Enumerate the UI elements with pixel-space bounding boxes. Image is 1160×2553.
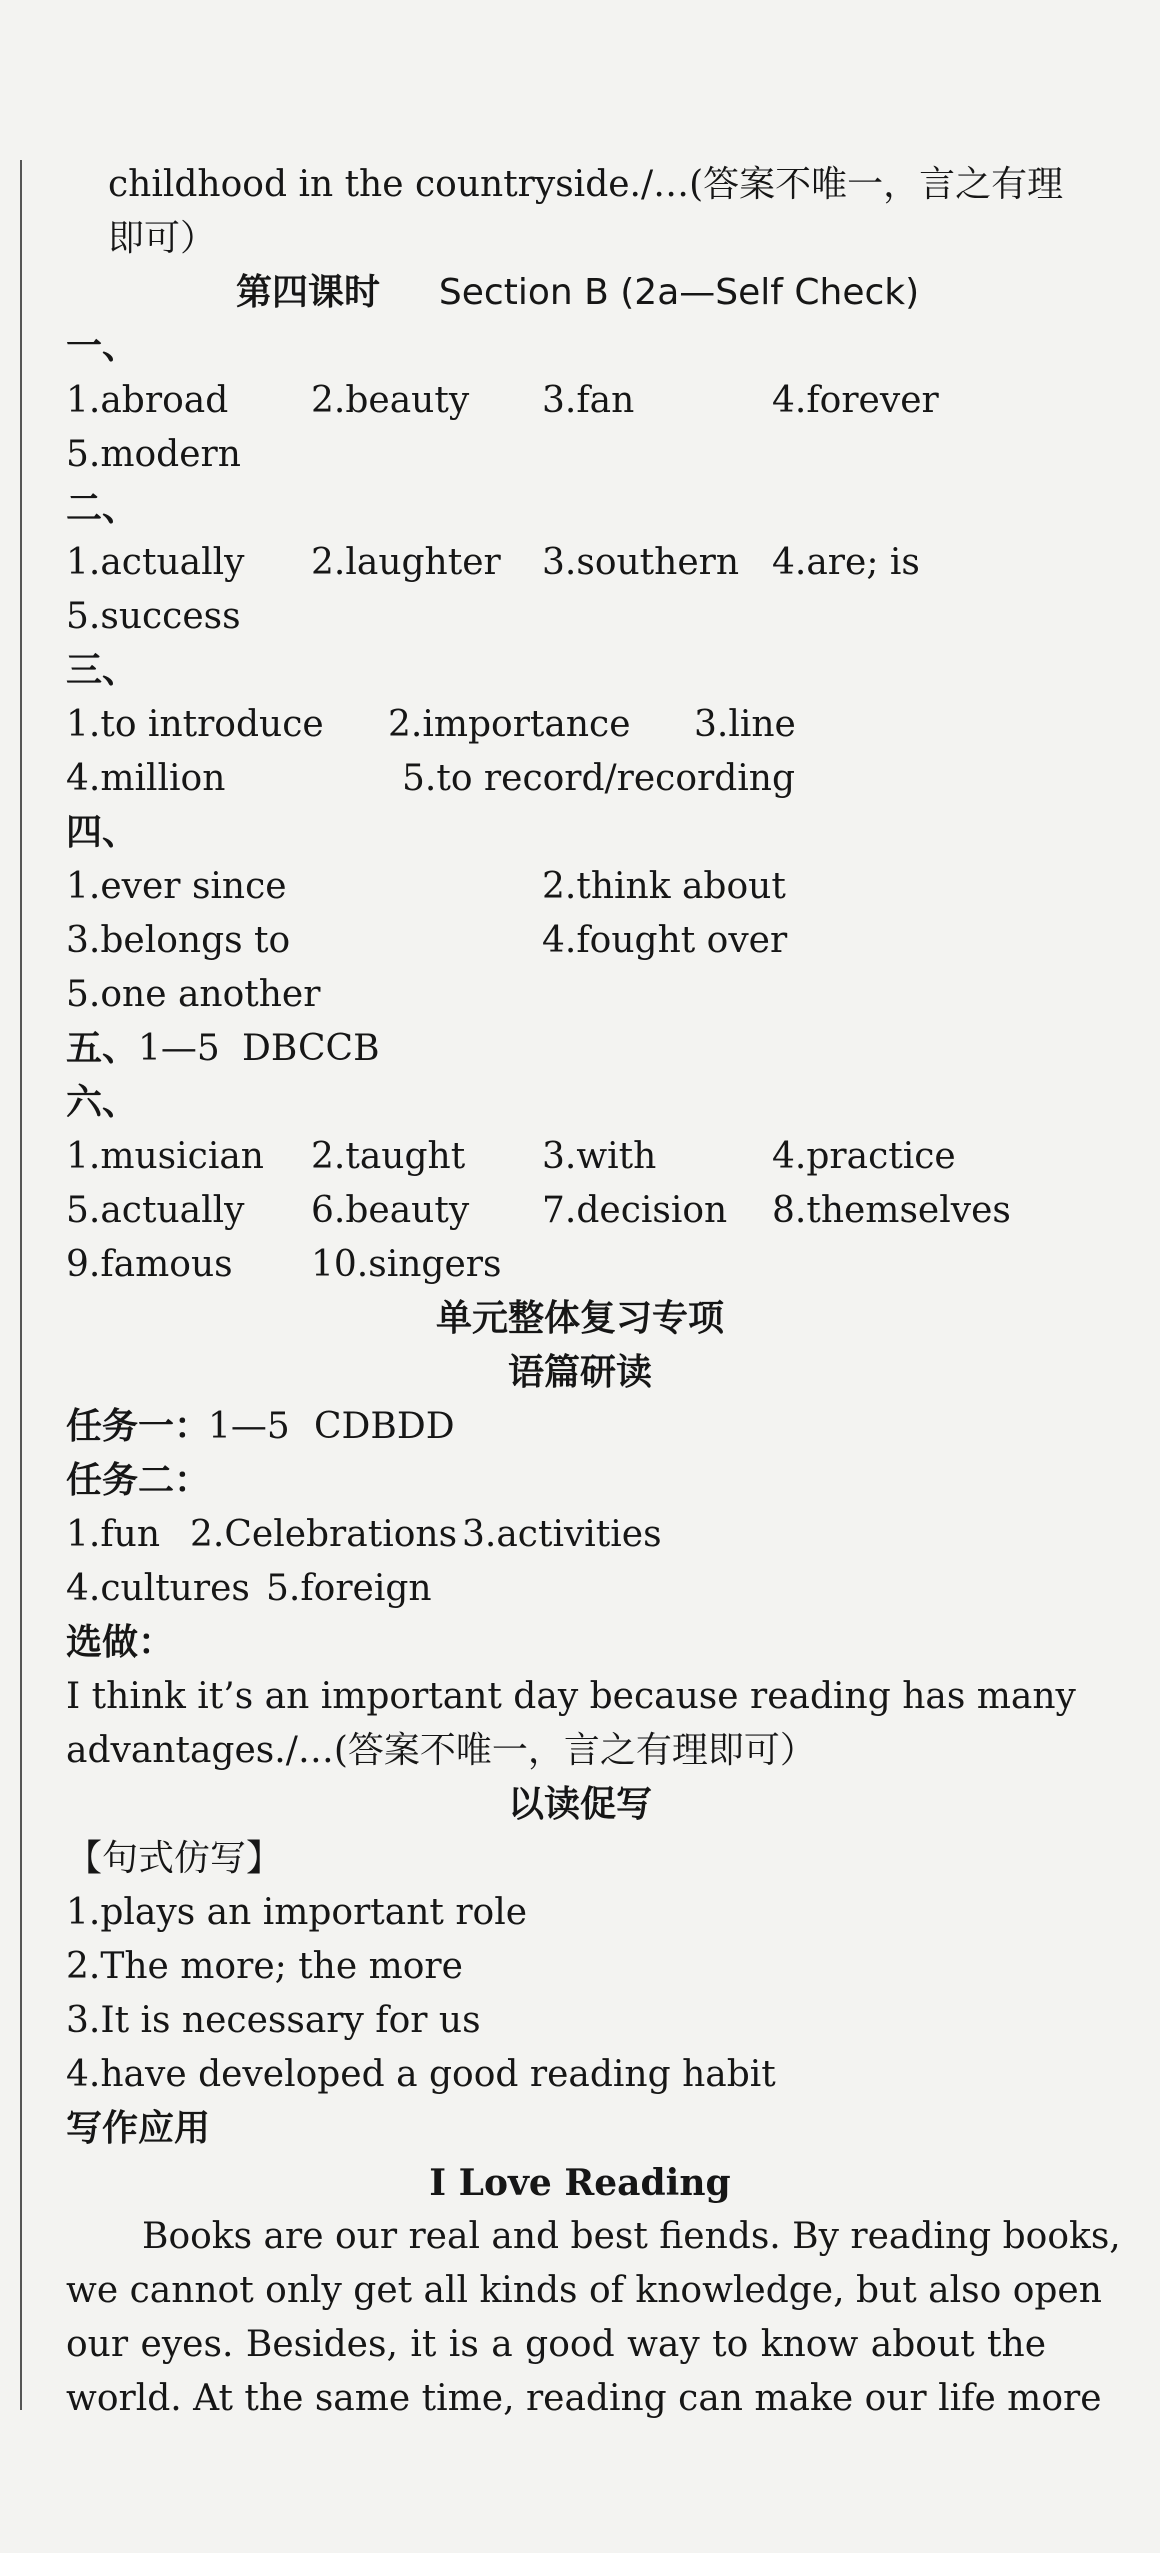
continued-answer-line-2: 即可） — [108, 218, 217, 259]
answer-item: 10.singers — [311, 1244, 502, 1285]
answer-item: 9.famous — [66, 1244, 233, 1285]
lesson-heading-en: Section B (2a—Self Check) — [438, 272, 920, 313]
answer-item: 3.fan — [542, 380, 635, 421]
lesson-heading — [236, 266, 919, 320]
answer-item: 3.line — [694, 704, 796, 745]
answer-item: 2.beauty — [311, 380, 470, 421]
answer-item: 5.to record/recording — [402, 758, 796, 799]
optional-answer-line-1: I think it’s an important day because reading has many — [66, 1676, 1076, 1717]
review-subtitle: 语篇研读 — [507, 1352, 652, 1393]
pattern-item: 3.It is necessary for us — [66, 2000, 481, 2041]
lesson-heading-cn: 第四课时 — [236, 272, 381, 313]
optional-answer-line-2: advantages./…(答案不唯一，言之有理即可） — [66, 1730, 816, 1771]
essay-title: I Love Reading — [429, 2162, 731, 2204]
review-title: 单元整体复习专项 — [435, 1298, 724, 1339]
answer-item: 7.decision — [542, 1190, 728, 1231]
answer-item: 4.practice — [772, 1136, 956, 1177]
section-5-heading: 五、 — [66, 1028, 139, 1069]
task-1-label: 任务一： — [66, 1406, 211, 1447]
section-5-range: 1—5 — [138, 1028, 220, 1069]
answer-item: 5.success — [66, 596, 241, 637]
continued-answer-line-1: childhood in the countryside./…(答案不唯一，言之有理 — [108, 164, 1064, 205]
answer-item: 5.one another — [66, 974, 321, 1015]
pattern-item: 4.have developed a good reading habit — [66, 2054, 776, 2095]
section-4-heading: 四、 — [66, 812, 139, 853]
task-1-answers: CDBDD — [314, 1406, 455, 1447]
answer-item: 3.southern — [542, 542, 740, 583]
section-1-heading: 一、 — [66, 326, 139, 367]
answer-item: 1.abroad — [66, 380, 229, 421]
writing-application-label: 写作应用 — [66, 2108, 211, 2149]
section-6-heading: 六、 — [66, 1082, 139, 1123]
essay-line-2: we cannot only get all kinds of knowledge, but also open — [66, 2270, 1102, 2311]
pattern-item: 2.The more; the more — [66, 1946, 463, 1987]
answer-item: 1.musician — [66, 1136, 264, 1177]
answer-item: 4.are; is — [772, 542, 920, 583]
answer-item: 2.taught — [311, 1136, 466, 1177]
writing-title: 以读促写 — [507, 1784, 652, 1825]
answer-item: 2.importance — [388, 704, 631, 745]
answer-item: 1.to introduce — [66, 704, 324, 745]
section-2-heading: 二、 — [66, 488, 139, 529]
section-3-heading: 三、 — [66, 650, 139, 691]
answer-item: 8.themselves — [772, 1190, 1011, 1231]
answer-item: 5.modern — [66, 434, 241, 475]
answer-item: 5.actually — [66, 1190, 245, 1231]
answer-item: 5.foreign — [266, 1568, 432, 1609]
pattern-label: 【句式仿写】 — [66, 1838, 283, 1879]
answer-item: 3.with — [542, 1136, 657, 1177]
answer-item: 4.cultures — [66, 1568, 250, 1609]
task-1-range: 1—5 — [208, 1406, 290, 1447]
essay-line-3: our eyes. Besides, it is a good way to know about the — [66, 2324, 1046, 2365]
answer-item: 2.think about — [542, 866, 786, 907]
answer-item: 4.forever — [772, 380, 939, 421]
essay-line-4: world. At the same time, reading can make our life more — [66, 2378, 1102, 2419]
optional-label: 选做： — [66, 1622, 175, 1663]
answer-item: 4.million — [66, 758, 226, 799]
answer-item: 2.Celebrations — [190, 1514, 458, 1555]
pattern-item: 1.plays an important role — [66, 1892, 528, 1933]
essay-line-1: Books are our real and best fiends. By reading books, — [142, 2216, 1121, 2257]
answer-item: 2.laughter — [311, 542, 501, 583]
section-5-answers: DBCCB — [242, 1028, 380, 1069]
answer-item: 3.activities — [462, 1514, 662, 1555]
answer-item: 1.actually — [66, 542, 245, 583]
task-2-label: 任务二： — [66, 1460, 211, 1501]
answer-item: 6.beauty — [311, 1190, 470, 1231]
page-margin-line — [20, 160, 22, 2410]
answer-item: 3.belongs to — [66, 920, 291, 961]
answer-item: 4.fought over — [542, 920, 788, 961]
answer-item: 1.fun — [66, 1514, 161, 1555]
answer-item: 1.ever since — [66, 866, 287, 907]
